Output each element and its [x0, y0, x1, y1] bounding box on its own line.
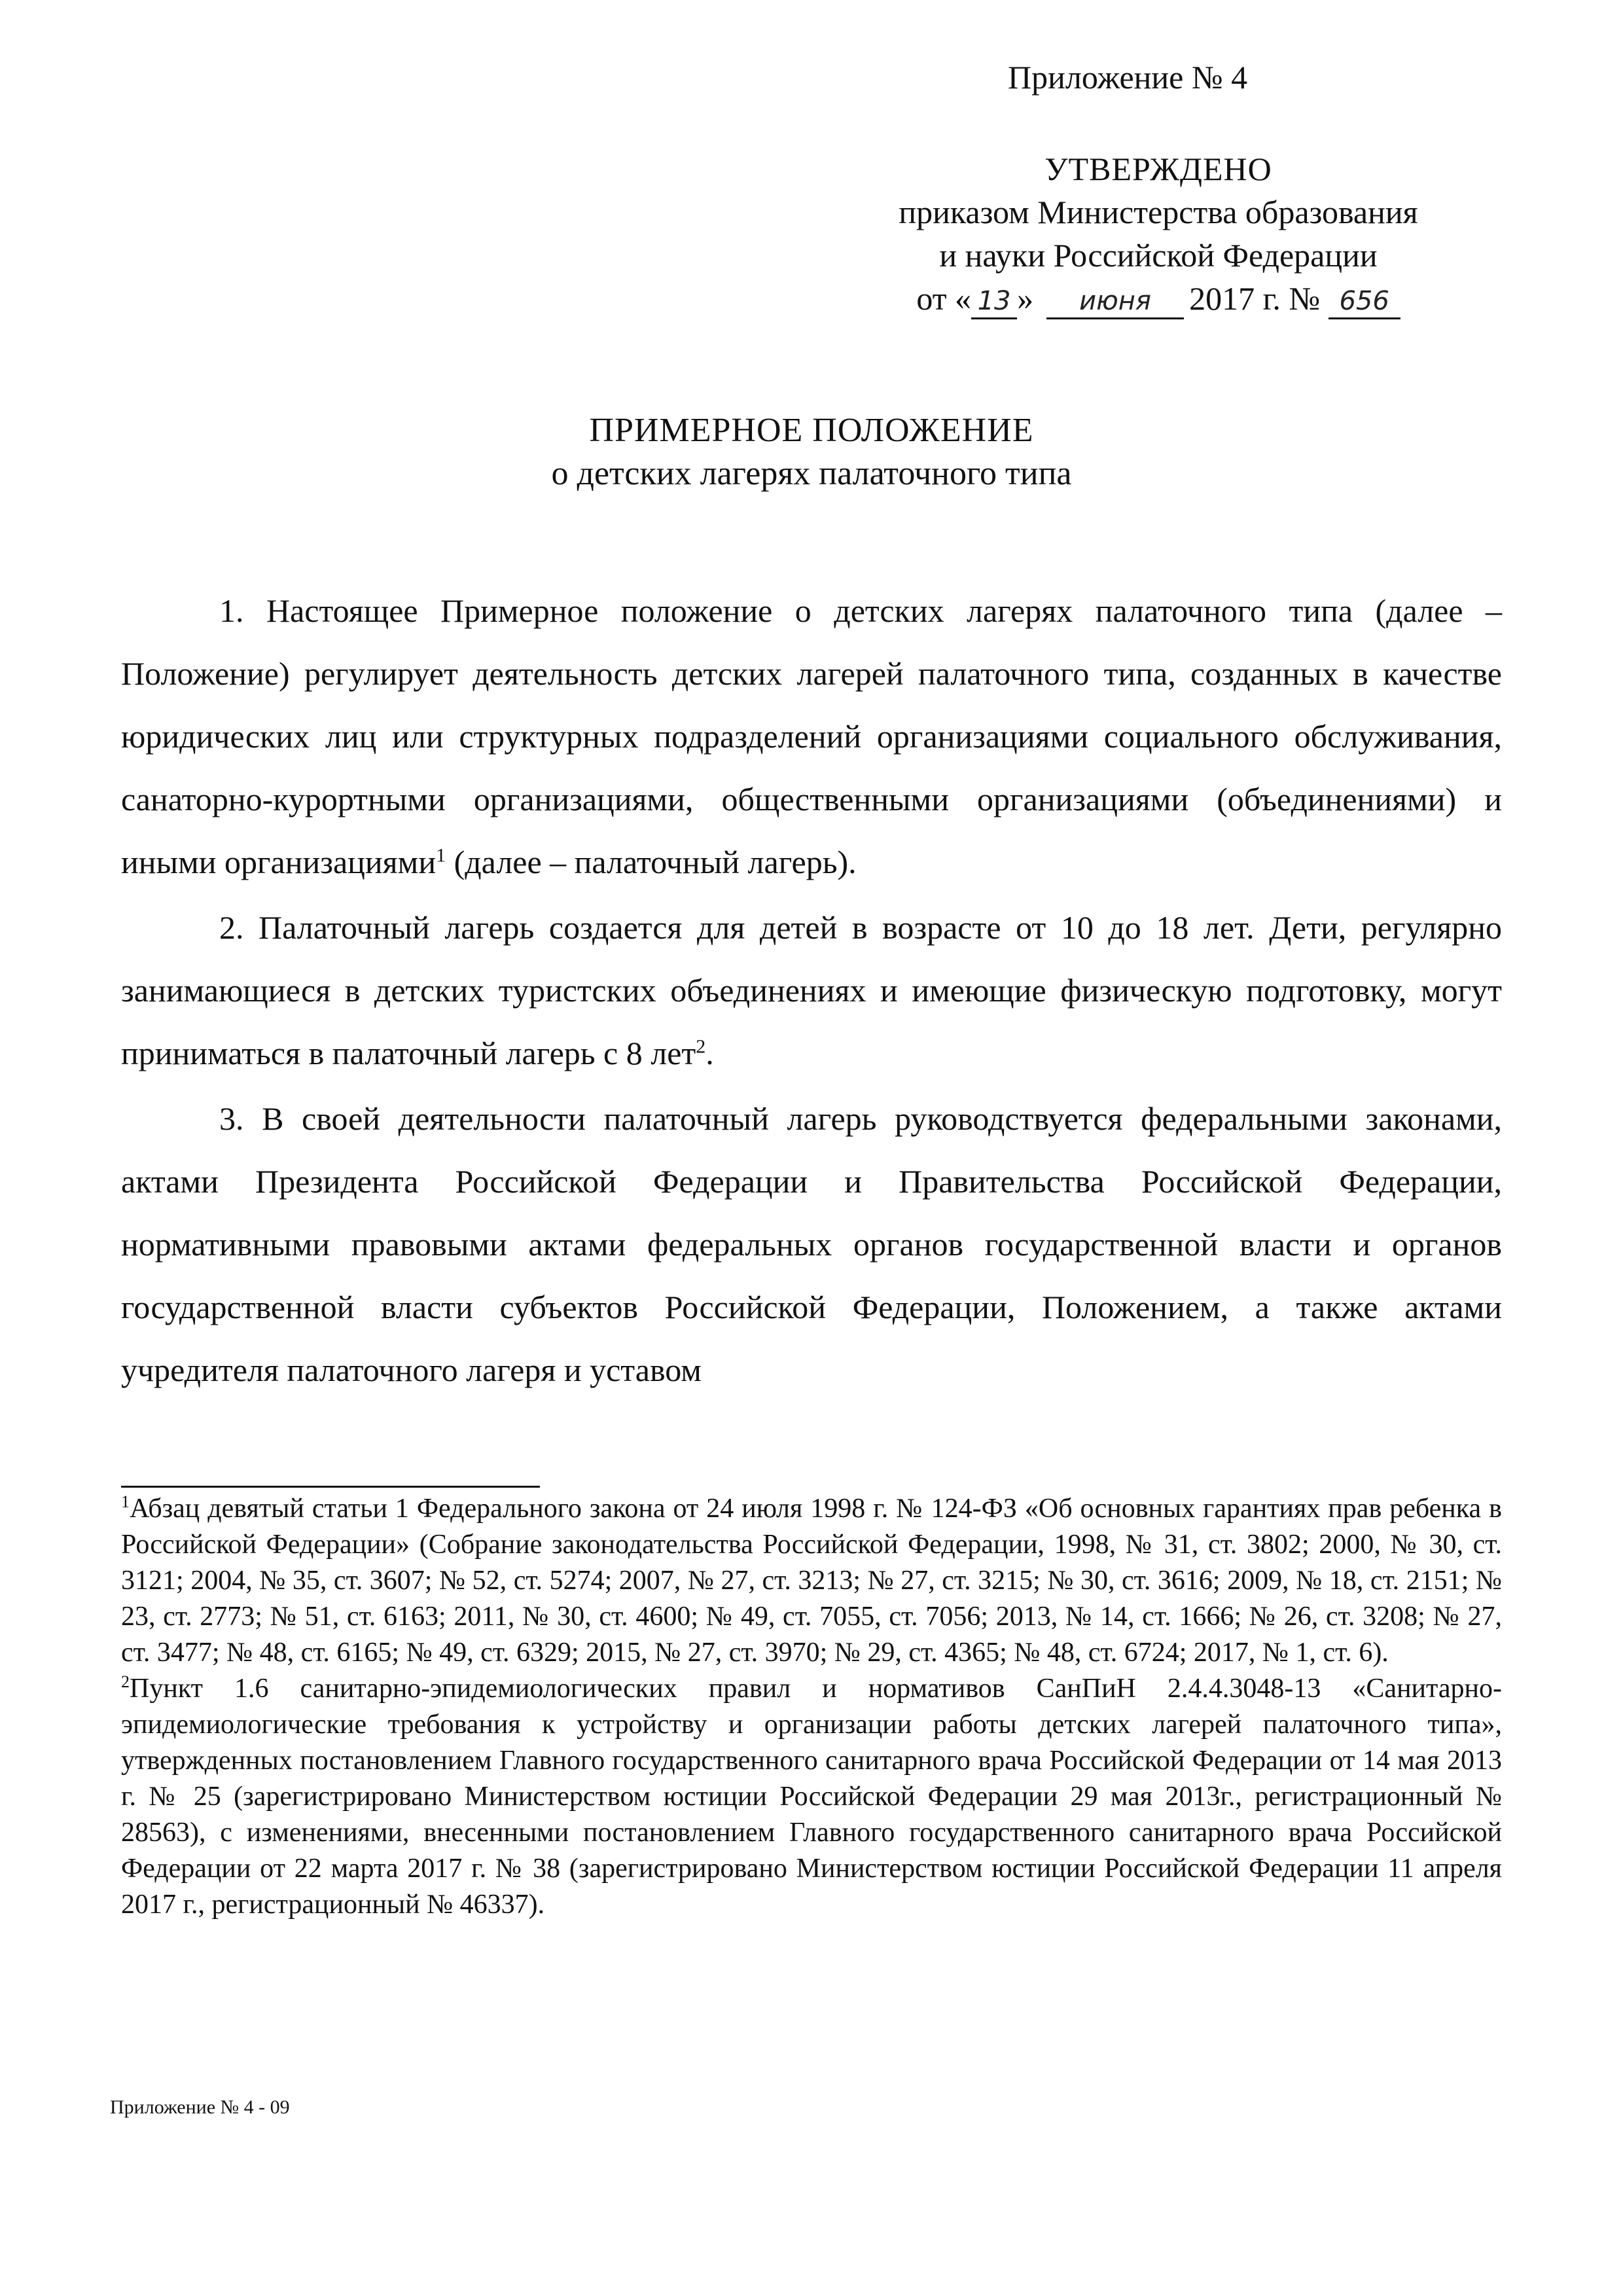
- paragraph-3-text: 3. В своей деятельности палаточный лагерь руководствуется федеральными законами, актами Президента Российской Федерации и Правительства Российской Федерации, нормативными правовыми актами федеральных органов государственной власти и органов государственной власти субъектов Российской Федерации, Положением, а также актами учредителя палаточного лагеря и уставом: [121, 1100, 1502, 1388]
- footnote-2-mark: 2: [121, 1672, 130, 1691]
- footnote-2: [121, 1671, 1502, 1923]
- footnote-1-text: Абзац девятый статьи 1 Федерального закона от 24 июля 1998 г. № 124-ФЗ «Об основных гарантиях прав ребенка в Российской Федерации» (Собрание законодательства Российской Федерации, 1998, № 31, ст. 3802; 2000, № 30, ст. 3121; 2004, № 35, ст. 3607; № 52, ст. 5274; 2007, № 27, ст. 3213; № 27, ст. 3215; № 30, ст. 3616; 2009, № 18, ст. 2151; № 23, ст. 2773; № 51, ст. 6163; 2011, № 30, ст. 4600; № 49, ст. 7055, ст. 7056; 2013, № 14, ст. 1666; № 26, ст. 3208; № 27, ст. 3477; № 48, ст. 6165; № 49, ст. 6329; 2015, № 27, ст. 3970; № 29, ст. 4365; № 48, ст. 6724; 2017, № 1, ст. 6).: [121, 1494, 1502, 1668]
- handwritten-order-number: 656: [1329, 285, 1400, 319]
- handwritten-day: 13: [971, 285, 1017, 319]
- page-footer: Приложение № 4 - 09: [110, 2096, 290, 2118]
- footnotes: [121, 1491, 1502, 1923]
- date-prefix: от «: [916, 280, 972, 317]
- paragraph-1-tail: (далее – палаточный лагерь).: [446, 844, 857, 880]
- footnote-ref-2: 2: [696, 1035, 706, 1058]
- paragraph-2-tail: .: [705, 1035, 714, 1071]
- paragraph-3: [121, 1087, 1502, 1401]
- footnote-divider: [121, 1486, 540, 1488]
- footnote-1: [121, 1491, 1502, 1671]
- date-year: 2017 г. №: [1189, 280, 1321, 317]
- document-body: [121, 579, 1502, 1404]
- paragraph-2-text: 2. Палаточный лагерь создается для детей в возрасте от 10 до 18 лет. Дети, регулярно занимающиеся в детских туристских объединениях и имеющие физическую подготовку, могут приниматься в палаточный лагерь с 8 лет: [121, 909, 1502, 1071]
- title-main: ПРИМЕРНОЕ ПОЛОЖЕНИЕ: [589, 412, 1034, 449]
- approval-block: [838, 147, 1479, 320]
- footnote-1-mark: 1: [121, 1492, 130, 1511]
- paragraph-1-text: 1. Настоящее Примерное положение о детских лагерях палаточного типа (далее – Положение) регулирует деятельность детских лагерей палаточного типа, созданных в качестве юридических лиц или структурных подразделений организациями социального обслуживания, санаторно-курортными организациями, общественными организациями (объединениями) и иными организациями: [121, 592, 1502, 880]
- appendix-label: Приложение № 4: [1008, 59, 1248, 96]
- date-mid: »: [1017, 280, 1034, 317]
- footnote-ref-1: 1: [436, 844, 446, 867]
- order-issuer-line2: и науки Российской Федерации: [939, 237, 1378, 274]
- title-subtitle: о детских лагерях палаточного типа: [551, 455, 1072, 492]
- paragraph-2: [121, 896, 1502, 1085]
- paragraph-1: [121, 579, 1502, 893]
- approved-heading: УТВЕРЖДЕНО: [1044, 151, 1272, 187]
- handwritten-month: июня: [1046, 285, 1184, 319]
- order-issuer-line1: приказом Министерства образования: [899, 194, 1418, 230]
- document-title: [0, 409, 1623, 495]
- order-date-line: [838, 277, 1479, 320]
- footnote-2-text: Пункт 1.6 санитарно-эпидемиологических правил и нормативов СанПиН 2.4.4.3048-13 «Санитарно-эпидемиологические требования к устройству и организации работы детских лагерей палаточного типа», утвержденных постановлением Главного государственного санитарного врача Российской Федерации от 14 мая 2013 г. № 25 (зарегистрировано Министерством юстиции Российской Федерации 29 мая 2013г., регистрационный № 28563), с изменениями, внесенными постановлением Главного государственного санитарного врача Российской Федерации от 22 марта 2017 г. № 38 (зарегистрировано Министерством юстиции Российской Федерации 11 апреля 2017 г., регистрационный № 46337).: [121, 1674, 1502, 1920]
